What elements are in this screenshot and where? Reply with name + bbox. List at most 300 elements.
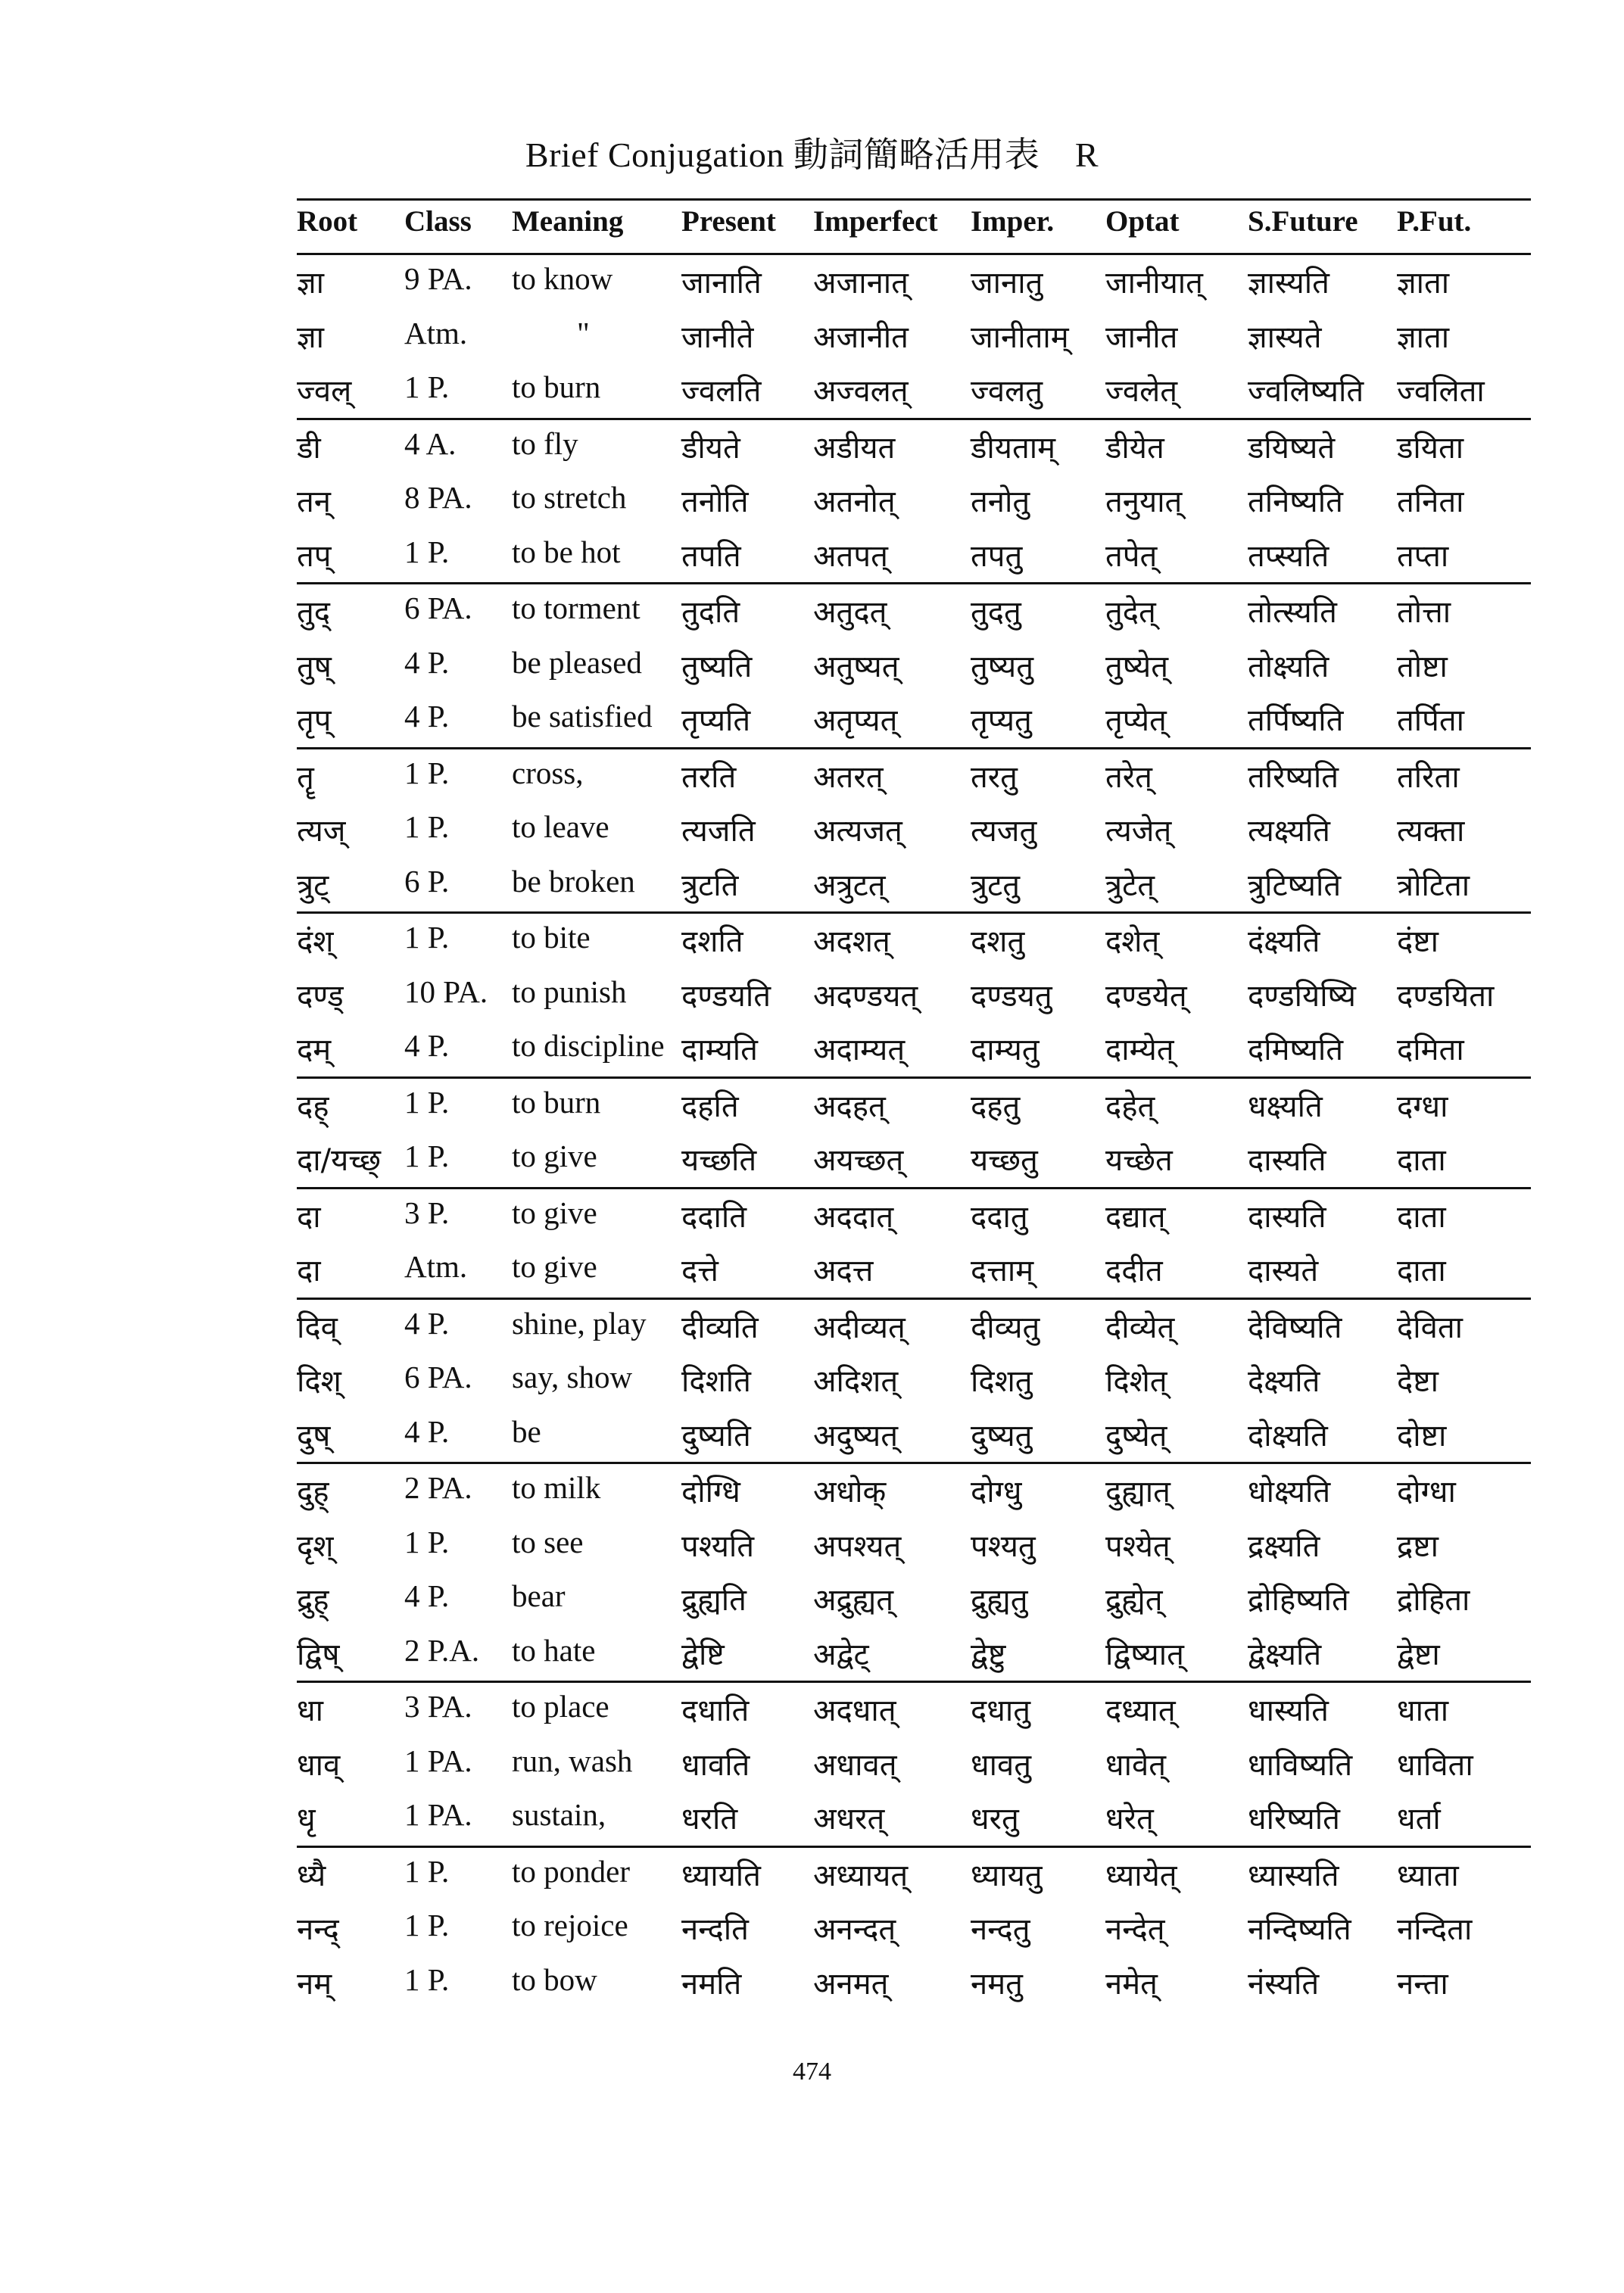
cell-pfut: तोत्ता [1397, 595, 1451, 630]
cell-present: पश्यति [681, 1528, 755, 1564]
cell-imperfect: अधावत् [813, 1747, 897, 1783]
cell-pfut: देविता [1397, 1310, 1463, 1345]
cell-imper: त्यजतु [971, 814, 1037, 849]
cell-meaning: cross, [512, 755, 584, 790]
cell-sfuture: ध्यास्यति [1248, 1858, 1339, 1893]
cell-optat: नमेत् [1105, 1966, 1158, 2002]
cell-sfuture: डयिष्यते [1248, 430, 1336, 466]
cell-pfut: नन्दिता [1397, 1912, 1473, 1947]
group-rule [297, 1076, 1531, 1079]
cell-sfuture: नंस्यति [1248, 1966, 1320, 2002]
cell-optat: यच्छेत [1105, 1143, 1173, 1178]
cell-imper: तरतु [971, 759, 1018, 795]
cell-root: दा [297, 1199, 321, 1235]
cell-imper: द्रुह्यतु [971, 1583, 1028, 1618]
cell-optat: ज्वलेत् [1105, 374, 1178, 409]
cell-meaning: to see [512, 1524, 584, 1559]
cell-root: त्यज् [297, 814, 346, 849]
cell-meaning: to punish [512, 974, 627, 1009]
cell-pfut: डयिता [1397, 430, 1464, 466]
table-row [297, 1519, 1531, 1574]
group-rule [297, 747, 1531, 749]
cell-imperfect: अतरत् [813, 759, 884, 795]
cell-sfuture: दास्यते [1248, 1254, 1319, 1288]
cell-sfuture: ज्ञास्यति [1248, 266, 1329, 301]
cell-present: द्वेष्टि [681, 1637, 725, 1672]
table-row [297, 475, 1531, 529]
cell-imper: दण्डयतु [971, 978, 1052, 1014]
cell-root: ज्वल् [297, 374, 352, 409]
group-rule [297, 911, 1531, 914]
cell-present: दशति [681, 924, 743, 959]
cell-imper: डीयताम् [971, 430, 1056, 466]
cell-meaning: to torment [512, 590, 641, 625]
cell-pfut: तरिता [1397, 759, 1460, 795]
table-row [297, 1080, 1531, 1134]
cell-class: 4 P. [404, 1578, 450, 1613]
cell-imperfect: अत्यजत् [813, 814, 902, 849]
cell-pfut: नन्ता [1397, 1966, 1448, 2002]
cell-meaning: to place [512, 1689, 609, 1724]
cell-sfuture: तनिष्यति [1248, 484, 1343, 519]
cell-class: 4 P. [404, 644, 450, 680]
cell-sfuture: द्वेक्ष्यति [1248, 1637, 1322, 1672]
column-header-imper: Imper. [971, 205, 1055, 238]
cell-optat: दीव्येत् [1105, 1310, 1175, 1345]
cell-sfuture: तोत्स्यति [1248, 595, 1337, 630]
cell-optat: डीयेत [1105, 430, 1164, 466]
cell-sfuture: तर्पिष्यति [1248, 703, 1344, 738]
cell-optat: दद्यात् [1105, 1199, 1166, 1235]
cell-root: ज्ञा [297, 319, 324, 355]
cell-imperfect: अद्रुह्यत् [813, 1583, 894, 1618]
cell-class: 1 P. [404, 1524, 450, 1559]
cell-class: 4 P. [404, 1413, 450, 1449]
table-row [297, 529, 1531, 584]
cell-present: दण्डयति [681, 978, 771, 1014]
cell-pfut: दोग्धा [1397, 1475, 1456, 1509]
cell-imper: जानीताम् [971, 319, 1069, 355]
cell-imperfect: अदिशत् [813, 1364, 899, 1399]
cell-imperfect: अयच्छत् [813, 1143, 904, 1178]
cell-root: दा/यच्छ् [297, 1143, 382, 1178]
cell-imperfect: अधरत् [813, 1802, 885, 1837]
cell-root: धृ [297, 1802, 316, 1837]
cell-imperfect: अतुदत् [813, 595, 887, 630]
cell-root: धाव् [297, 1747, 341, 1783]
table-row [297, 914, 1531, 969]
cell-pfut: द्वेष्टा [1397, 1637, 1440, 1672]
cell-pfut: दग्धा [1397, 1089, 1448, 1124]
cell-imperfect: अददात् [813, 1199, 894, 1235]
cell-optat: ध्यायेत् [1105, 1858, 1177, 1893]
cell-pfut: द्रष्टा [1397, 1528, 1439, 1564]
table-row [297, 310, 1531, 365]
group-rule [297, 1298, 1531, 1300]
table-row [297, 750, 1531, 805]
cell-meaning: to ponder [512, 1853, 630, 1889]
cell-present: तुदति [681, 595, 740, 630]
cell-imperfect: अध्यायत् [813, 1858, 909, 1893]
cell-imper: तपतु [971, 538, 1023, 574]
cell-meaning: be [512, 1413, 541, 1449]
cell-class: 1 PA. [404, 1743, 472, 1778]
cell-imperfect: अडीयत [813, 430, 896, 466]
cell-imper: धावतु [971, 1747, 1031, 1783]
cell-root: डी [297, 430, 321, 466]
cell-pfut: दाता [1397, 1254, 1446, 1288]
cell-imper: जानातु [971, 266, 1043, 301]
cell-optat: तुष्येत् [1105, 649, 1168, 684]
cell-imperfect: अदुष्यत् [813, 1418, 898, 1453]
table-row [297, 1023, 1531, 1077]
cell-root: दम् [297, 1033, 332, 1067]
cell-class: 10 PA. [404, 974, 488, 1009]
cell-present: द्रुह्यति [681, 1583, 747, 1618]
column-header-meaning: Meaning [512, 205, 624, 238]
cell-imper: पश्यतु [971, 1528, 1036, 1564]
table-row [297, 1301, 1531, 1355]
group-rule [297, 253, 1531, 255]
table-row [297, 1133, 1531, 1188]
cell-sfuture: धरिष्यति [1248, 1802, 1340, 1837]
cell-pfut: धाविता [1397, 1747, 1473, 1783]
cell-pfut: दाता [1397, 1199, 1446, 1235]
cell-sfuture: देविष्यति [1248, 1310, 1342, 1345]
cell-present: तृप्यति [681, 703, 751, 738]
cell-imper: दाम्यतु [971, 1033, 1040, 1067]
group-rule [297, 1681, 1531, 1683]
cell-meaning: to bite [512, 920, 591, 955]
cell-pfut: तोष्टा [1397, 649, 1448, 684]
cell-present: दीव्यति [681, 1310, 759, 1345]
cell-root: दा [297, 1254, 321, 1288]
cell-root: नन्द् [297, 1912, 339, 1947]
cell-meaning: to give [512, 1249, 597, 1284]
cell-imper: तृप्यतु [971, 703, 1032, 738]
cell-sfuture: दास्यति [1248, 1143, 1326, 1178]
column-header-pfut: P.Fut. [1397, 205, 1472, 238]
cell-class: 1 PA. [404, 1797, 472, 1832]
cell-class: 6 PA. [404, 590, 472, 625]
table-row [297, 1738, 1531, 1793]
cell-class: 1 P. [404, 534, 450, 569]
cell-class: 2 PA. [404, 1470, 472, 1505]
cell-class: 1 P. [404, 920, 450, 955]
cell-imper: दीव्यतु [971, 1310, 1040, 1345]
cell-class: 4 P. [404, 1028, 450, 1063]
cell-class: 1 P. [404, 1961, 450, 1997]
cell-optat: तुदेत् [1105, 595, 1156, 630]
cell-imperfect: अजानात् [813, 266, 909, 301]
cell-class: 1 P. [404, 1853, 450, 1889]
cell-optat: त्यजेत् [1105, 814, 1172, 849]
cell-imperfect: अदत्त [813, 1254, 874, 1288]
cell-optat: नन्देत् [1105, 1912, 1165, 1947]
cell-class: 1 P. [404, 369, 450, 404]
cell-optat: तनुयात् [1105, 484, 1183, 519]
cell-imper: यच्छतु [971, 1143, 1038, 1178]
cell-meaning: to know [512, 261, 613, 296]
cell-root: द्रुह् [297, 1583, 329, 1618]
cell-pfut: द्रोहिता [1397, 1583, 1470, 1618]
cell-optat: द्विष्यात् [1105, 1637, 1184, 1672]
cell-sfuture: दण्डयिष्यि [1248, 978, 1356, 1014]
cell-meaning: to milk [512, 1470, 601, 1505]
cell-sfuture: नन्दिष्यति [1248, 1912, 1351, 1947]
cell-class: 3 PA. [404, 1689, 472, 1724]
column-header-optat: Optat [1105, 205, 1180, 238]
cell-sfuture: धोक्ष्यति [1248, 1475, 1331, 1509]
cell-meaning: to burn [512, 369, 601, 404]
cell-pfut: धाता [1397, 1693, 1449, 1728]
cell-meaning: sustain, [512, 1797, 606, 1832]
cell-imper: त्रुटतु [971, 868, 1021, 903]
cell-root: दंश् [297, 924, 334, 959]
cell-root: दिश् [297, 1364, 341, 1399]
cell-imper: तुदतु [971, 595, 1021, 630]
cell-meaning: " [577, 315, 590, 350]
cell-root: तन् [297, 484, 331, 519]
cell-imper: द्वेष्टु [971, 1637, 1006, 1672]
table-row [297, 1849, 1531, 1903]
column-header-root: Root [297, 205, 358, 238]
cell-meaning: to burn [512, 1084, 601, 1120]
cell-imper: नमतु [971, 1966, 1023, 2002]
cell-pfut: त्यक्ता [1397, 814, 1465, 849]
cell-imper: तुष्यतु [971, 649, 1033, 684]
cell-imperfect: अतपत् [813, 538, 888, 574]
cell-sfuture: त्रुटिष्यति [1248, 868, 1342, 903]
cell-pfut: तनिता [1397, 484, 1464, 519]
cell-imperfect: अजानीत [813, 319, 909, 355]
cell-class: 6 PA. [404, 1360, 472, 1394]
cell-root: तॄ [297, 759, 314, 795]
cell-present: दधाति [681, 1693, 750, 1728]
cell-meaning: be broken [512, 863, 635, 899]
cell-root: तुष् [297, 649, 332, 684]
cell-root: दुष् [297, 1418, 331, 1453]
table-row [297, 364, 1531, 419]
cell-meaning: to be hot [512, 534, 621, 569]
cell-sfuture: धक्ष्यति [1248, 1089, 1323, 1124]
header-top-rule [297, 198, 1531, 201]
cell-imper: दधातु [971, 1693, 1030, 1728]
cell-root: तृप् [297, 703, 332, 738]
cell-imper: ज्वलतु [971, 374, 1043, 409]
cell-class: 4 P. [404, 699, 450, 734]
cell-optat: दुष्येत् [1105, 1418, 1167, 1453]
cell-pfut: त्रोटिता [1397, 868, 1470, 903]
page-number: 474 [793, 2058, 831, 2086]
cell-class: 1 P. [404, 755, 450, 790]
table-row [297, 1354, 1531, 1409]
cell-class: 1 P. [404, 809, 450, 844]
cell-optat: तरेत् [1105, 759, 1152, 795]
table-row [297, 858, 1531, 913]
cell-present: जानाति [681, 266, 762, 301]
cell-present: धरति [681, 1802, 738, 1837]
cell-root: दुह् [297, 1475, 329, 1509]
cell-class: 9 PA. [404, 261, 472, 296]
cell-sfuture: दास्यति [1248, 1199, 1326, 1235]
cell-sfuture: दमिष्यति [1248, 1033, 1344, 1067]
cell-class: Atm. [404, 315, 468, 350]
cell-imper: दशतु [971, 924, 1025, 959]
column-header-imperfect: Imperfect [813, 205, 938, 238]
cell-class: 4 A. [404, 425, 457, 461]
cell-meaning: run, wash [512, 1743, 633, 1778]
table-row [297, 585, 1531, 640]
cell-root: द्विष् [297, 1637, 340, 1672]
cell-optat: त्रुटेत् [1105, 868, 1155, 903]
cell-imper: दिशतु [971, 1364, 1033, 1399]
cell-sfuture: त्यक्ष्यति [1248, 814, 1330, 849]
cell-sfuture: ज्वलिष्यति [1248, 374, 1364, 409]
cell-imperfect: अदीव्यत् [813, 1310, 906, 1345]
cell-sfuture: धाविष्यति [1248, 1747, 1353, 1783]
cell-class: 3 P. [404, 1195, 450, 1230]
cell-optat: दुह्यात् [1105, 1475, 1170, 1509]
column-header-present: Present [681, 205, 776, 238]
cell-optat: द्रुह्येत् [1105, 1583, 1163, 1618]
cell-class: 8 PA. [404, 480, 472, 515]
cell-sfuture: तोक्ष्यति [1248, 649, 1329, 684]
cell-meaning: to leave [512, 809, 609, 844]
cell-optat: धावेत् [1105, 1747, 1166, 1783]
cell-present: तनोति [681, 484, 749, 519]
cell-present: दहति [681, 1089, 739, 1124]
cell-imper: धरतु [971, 1802, 1019, 1837]
cell-optat: पश्येत् [1105, 1528, 1170, 1564]
cell-pfut: तर्पिता [1397, 703, 1465, 738]
cell-class: Atm. [404, 1249, 468, 1284]
cell-imperfect: अनन्दत् [813, 1912, 896, 1947]
cell-sfuture: तरिष्यति [1248, 759, 1339, 795]
table-row [297, 640, 1531, 694]
cell-meaning: to give [512, 1139, 597, 1173]
cell-present: दुष्यति [681, 1418, 751, 1453]
cell-optat: जानीयात् [1105, 266, 1203, 301]
table-header [297, 204, 1531, 250]
cell-root: दह् [297, 1089, 329, 1124]
cell-optat: दहेत् [1105, 1089, 1155, 1124]
cell-imperfect: अतनोत् [813, 484, 896, 519]
table-row [297, 256, 1531, 310]
cell-imper: ददातु [971, 1199, 1028, 1235]
page-title: Brief Conjugation 動詞簡略活用表 R [525, 136, 1099, 174]
cell-root: दृश् [297, 1528, 334, 1564]
cell-meaning: shine, play [512, 1305, 647, 1341]
cell-sfuture: धास्यति [1248, 1693, 1329, 1728]
cell-meaning: to hate [512, 1632, 596, 1668]
cell-present: तरति [681, 759, 737, 795]
cell-root: तुद् [297, 595, 331, 630]
cell-imperfect: अनमत् [813, 1966, 889, 2002]
cell-present: त्यजति [681, 814, 756, 849]
cell-class: 6 P. [404, 863, 450, 899]
cell-sfuture: दोक्ष्यति [1248, 1418, 1328, 1453]
cell-present: ददाति [681, 1199, 747, 1235]
cell-class: 4 P. [404, 1305, 450, 1341]
cell-optat: तपेत् [1105, 538, 1158, 574]
cell-sfuture: दंक्ष्यति [1248, 924, 1320, 959]
cell-imper: दुष्यतु [971, 1418, 1033, 1453]
table-row [297, 1244, 1531, 1298]
cell-class: 2 P.A. [404, 1632, 480, 1668]
cell-root: दण्ड् [297, 978, 344, 1014]
cell-imper: ध्यायतु [971, 1858, 1043, 1893]
cell-pfut: दोष्टा [1397, 1418, 1447, 1453]
cell-present: त्रुटति [681, 868, 739, 903]
cell-sfuture: ज्ञास्यते [1248, 319, 1322, 355]
cell-imperfect: अदशत् [813, 924, 890, 959]
cell-imper: दत्ताम् [971, 1254, 1034, 1288]
cell-imper: तनोतु [971, 484, 1030, 519]
cell-class: 1 P. [404, 1084, 450, 1120]
cell-imperfect: अदधात् [813, 1693, 896, 1728]
cell-optat: ददीत [1105, 1254, 1163, 1288]
table-row [297, 1573, 1531, 1628]
cell-class: 1 P. [404, 1139, 450, 1173]
cell-meaning: to bow [512, 1961, 597, 1997]
cell-present: डीयते [681, 430, 740, 466]
cell-pfut: ज्ञाता [1397, 319, 1450, 355]
cell-imper: दहतु [971, 1089, 1021, 1124]
cell-meaning: be satisfied [512, 699, 653, 734]
group-rule [297, 1187, 1531, 1189]
cell-imper: दोग्धु [971, 1475, 1022, 1509]
table-row [297, 1628, 1531, 1682]
cell-present: ज्वलति [681, 374, 762, 409]
cell-imperfect: अदण्डयत् [813, 978, 918, 1014]
cell-pfut: दाता [1397, 1143, 1446, 1178]
cell-imper: नन्दतु [971, 1912, 1030, 1947]
cell-sfuture: द्रक्ष्यति [1248, 1528, 1320, 1564]
cell-present: नन्दति [681, 1912, 749, 1947]
cell-meaning: say, show [512, 1360, 633, 1394]
table-row [297, 1465, 1531, 1519]
table-row [297, 1684, 1531, 1738]
column-header-sfuture: S.Future [1248, 205, 1358, 238]
cell-imperfect: अतृप्यत् [813, 703, 898, 738]
cell-pfut: दमिता [1397, 1033, 1464, 1067]
cell-root: त्रुट् [297, 868, 329, 903]
cell-pfut: ज्वलिता [1397, 374, 1485, 409]
table-row [297, 421, 1531, 475]
cell-present: धावति [681, 1747, 750, 1783]
table-row [297, 1792, 1531, 1846]
cell-meaning: to discipline [512, 1028, 665, 1063]
cell-optat: तृप्येत् [1105, 703, 1167, 738]
cell-root: तप् [297, 538, 332, 574]
cell-meaning: bear [512, 1578, 566, 1613]
cell-optat: जानीत [1105, 319, 1178, 355]
cell-sfuture: तप्स्यति [1248, 538, 1329, 574]
cell-sfuture: द्रोहिष्यति [1248, 1583, 1349, 1618]
cell-present: दिशति [681, 1364, 751, 1399]
cell-meaning: be pleased [512, 644, 642, 680]
cell-imperfect: अद्वेट् [813, 1637, 869, 1672]
cell-present: जानीते [681, 319, 754, 355]
cell-present: दोग्धि [681, 1475, 740, 1509]
cell-meaning: to rejoice [512, 1908, 628, 1943]
group-rule [297, 418, 1531, 420]
group-rule [297, 582, 1531, 584]
cell-optat: दध्यात् [1105, 1693, 1176, 1728]
group-rule [297, 1462, 1531, 1464]
column-header-class: Class [404, 205, 472, 238]
